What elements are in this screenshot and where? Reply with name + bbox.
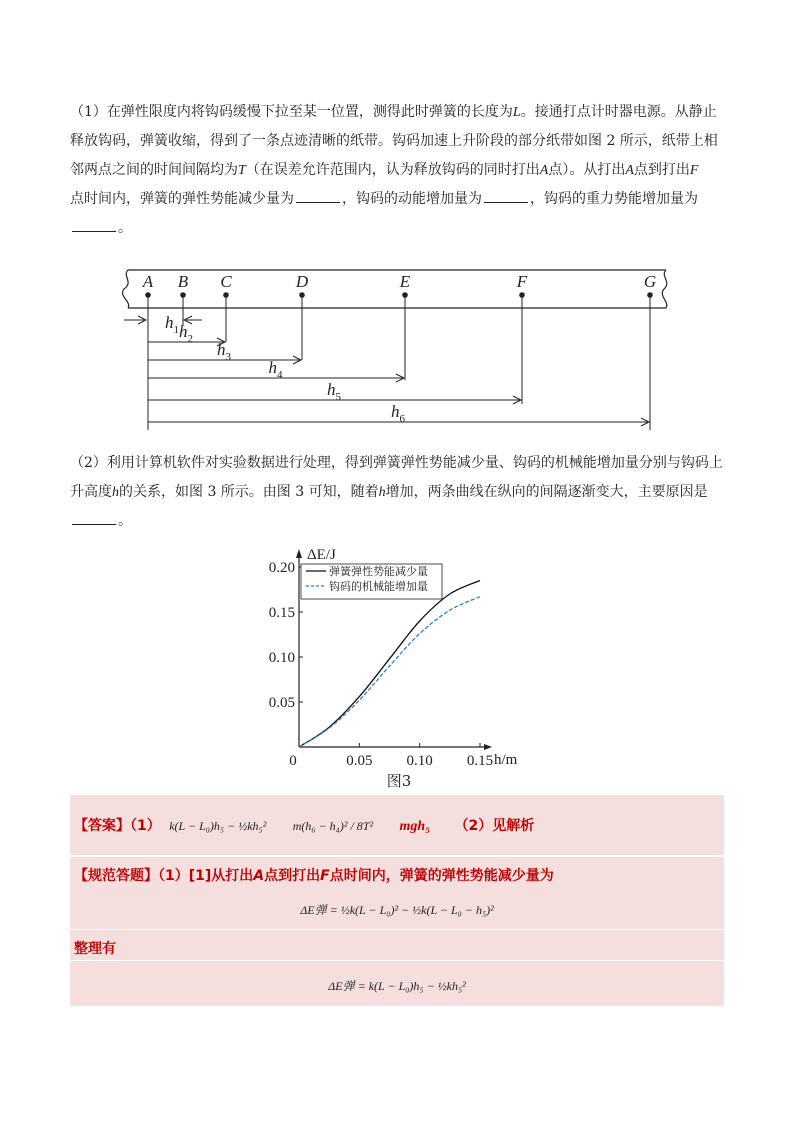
series-line-1: [299, 581, 480, 748]
answer-part-2: （2）见解析: [454, 818, 535, 834]
q1-line-3: 邻两点之间的时间间隔均为T（在误差允许范围内，认为释放钩码的同时打出A点）。从打出A点到打出F: [70, 162, 699, 178]
x-tick-label: 0.10: [406, 753, 433, 769]
tape-label-C: C: [220, 272, 232, 291]
figure-3-chart: [250, 540, 540, 794]
span-label-h1: $h_1$: [165, 313, 179, 336]
q1-line-2: 释放钩码，弹簧收缩，得到了一条点迹清晰的纸带。钩码加速上升阶段的部分纸带如图 2 所示，纸带上相: [70, 133, 718, 149]
span-arrow: [124, 316, 146, 324]
series-line-2: [299, 597, 480, 747]
answer-expr-3: mgh₅: [399, 819, 431, 834]
tape-label-G: G: [643, 272, 657, 291]
y-tick-label: 0.05: [268, 695, 295, 711]
figure-caption: 图3: [386, 772, 412, 790]
x-tick-label: 0: [289, 753, 297, 769]
answer-section: 【答案】（1） k(L − L₀)h₅ − ½kh₅² m(h₆ − h₄)² / 8T² mgh₅ （2）见解析: [70, 795, 724, 855]
x-axis-arrow: [484, 744, 492, 750]
y-tick-label: 0.15: [268, 605, 295, 621]
legend-label-1: 弹簧弹性势能减少量: [329, 565, 428, 578]
answer-expr-1: k(L − L₀)h₅ − ½kh₅²: [169, 819, 267, 833]
span-label-h5: $h_5$: [327, 380, 341, 403]
tape-label-E: E: [399, 272, 411, 291]
q1-line-5: 。: [70, 214, 724, 243]
answer-blank: [484, 190, 528, 203]
tape-label-F: F: [516, 272, 528, 291]
x-axis-label: h/m: [494, 752, 518, 768]
answer-tag: 【答案】: [74, 818, 130, 834]
span-label-h2: $h_2$: [179, 322, 193, 345]
answer-blank: [72, 512, 116, 525]
solution-tag: 【规范答题】: [74, 868, 158, 884]
y-tick-label: 0.10: [268, 650, 295, 666]
x-tick-label: 0.15: [466, 753, 494, 769]
y-tick-label: 0.20: [268, 560, 295, 576]
q2-line-3: 。: [70, 507, 724, 536]
q1-line-1: （1）在弹性限度内将钩码缓慢下拉至某一位置，测得此时弹簧的长度为L。接通打点计时器电源。从静止: [70, 104, 717, 120]
equation-2: ΔE弹 = k(L − L₀)h₅ − ½kh₅²: [328, 979, 466, 993]
span-label-h6: $h_6$: [391, 402, 405, 425]
span-label-h3: $h_3$: [217, 340, 231, 363]
question-1: [70, 98, 724, 243]
q1-line-4: 点时间内，弹簧的弹性势能减少量为 ，钩码的动能增加量为 ，钩码的重力势能增加量为: [70, 191, 698, 207]
answer-blank: [296, 190, 340, 203]
x-tick-label: 0.05: [346, 753, 373, 769]
solution-section: 【规范答题】（1）[1]从打出A点到打出F点时间内，弹簧的弹性势能减少量为 ΔE弹 = ½k(L − L₀)² − ½k(L − L₀ − h₅)²: [70, 857, 724, 929]
y-axis-label: ΔE/J: [307, 547, 336, 563]
q2-line-1: （2）利用计算机软件对实验数据进行处理，得到弹簧弹性势能减少量、钩码的机械能增加量分别与钩码上: [70, 455, 723, 471]
answer-blank: [72, 219, 116, 232]
tape-label-A: A: [142, 272, 154, 291]
solution-final: [70, 961, 724, 1006]
legend-label-2: 钩码的机械能增加量: [329, 580, 428, 593]
tape-label-D: D: [295, 272, 309, 291]
paper-tape-figure: [118, 264, 678, 436]
y-axis-arrow: [296, 549, 302, 558]
solution-mid-text: 整理有: [74, 941, 116, 957]
equation-1: ΔE弹 = ½k(L − L₀)² − ½k(L − L₀ − h₅)²: [300, 903, 494, 917]
question-2: [70, 449, 724, 536]
q2-line-2: 升高度h的关系，如图 3 所示。由图 3 可知，随着h增加，两条曲线在纵向的间隔逐渐变大，主要原因是: [70, 484, 708, 500]
solution-mid: [70, 930, 724, 960]
answer-expr-2: m(h₆ − h₄)² / 8T²: [292, 819, 374, 833]
span-label-h4: $h_4$: [268, 358, 283, 381]
tape-label-B: B: [177, 272, 189, 291]
